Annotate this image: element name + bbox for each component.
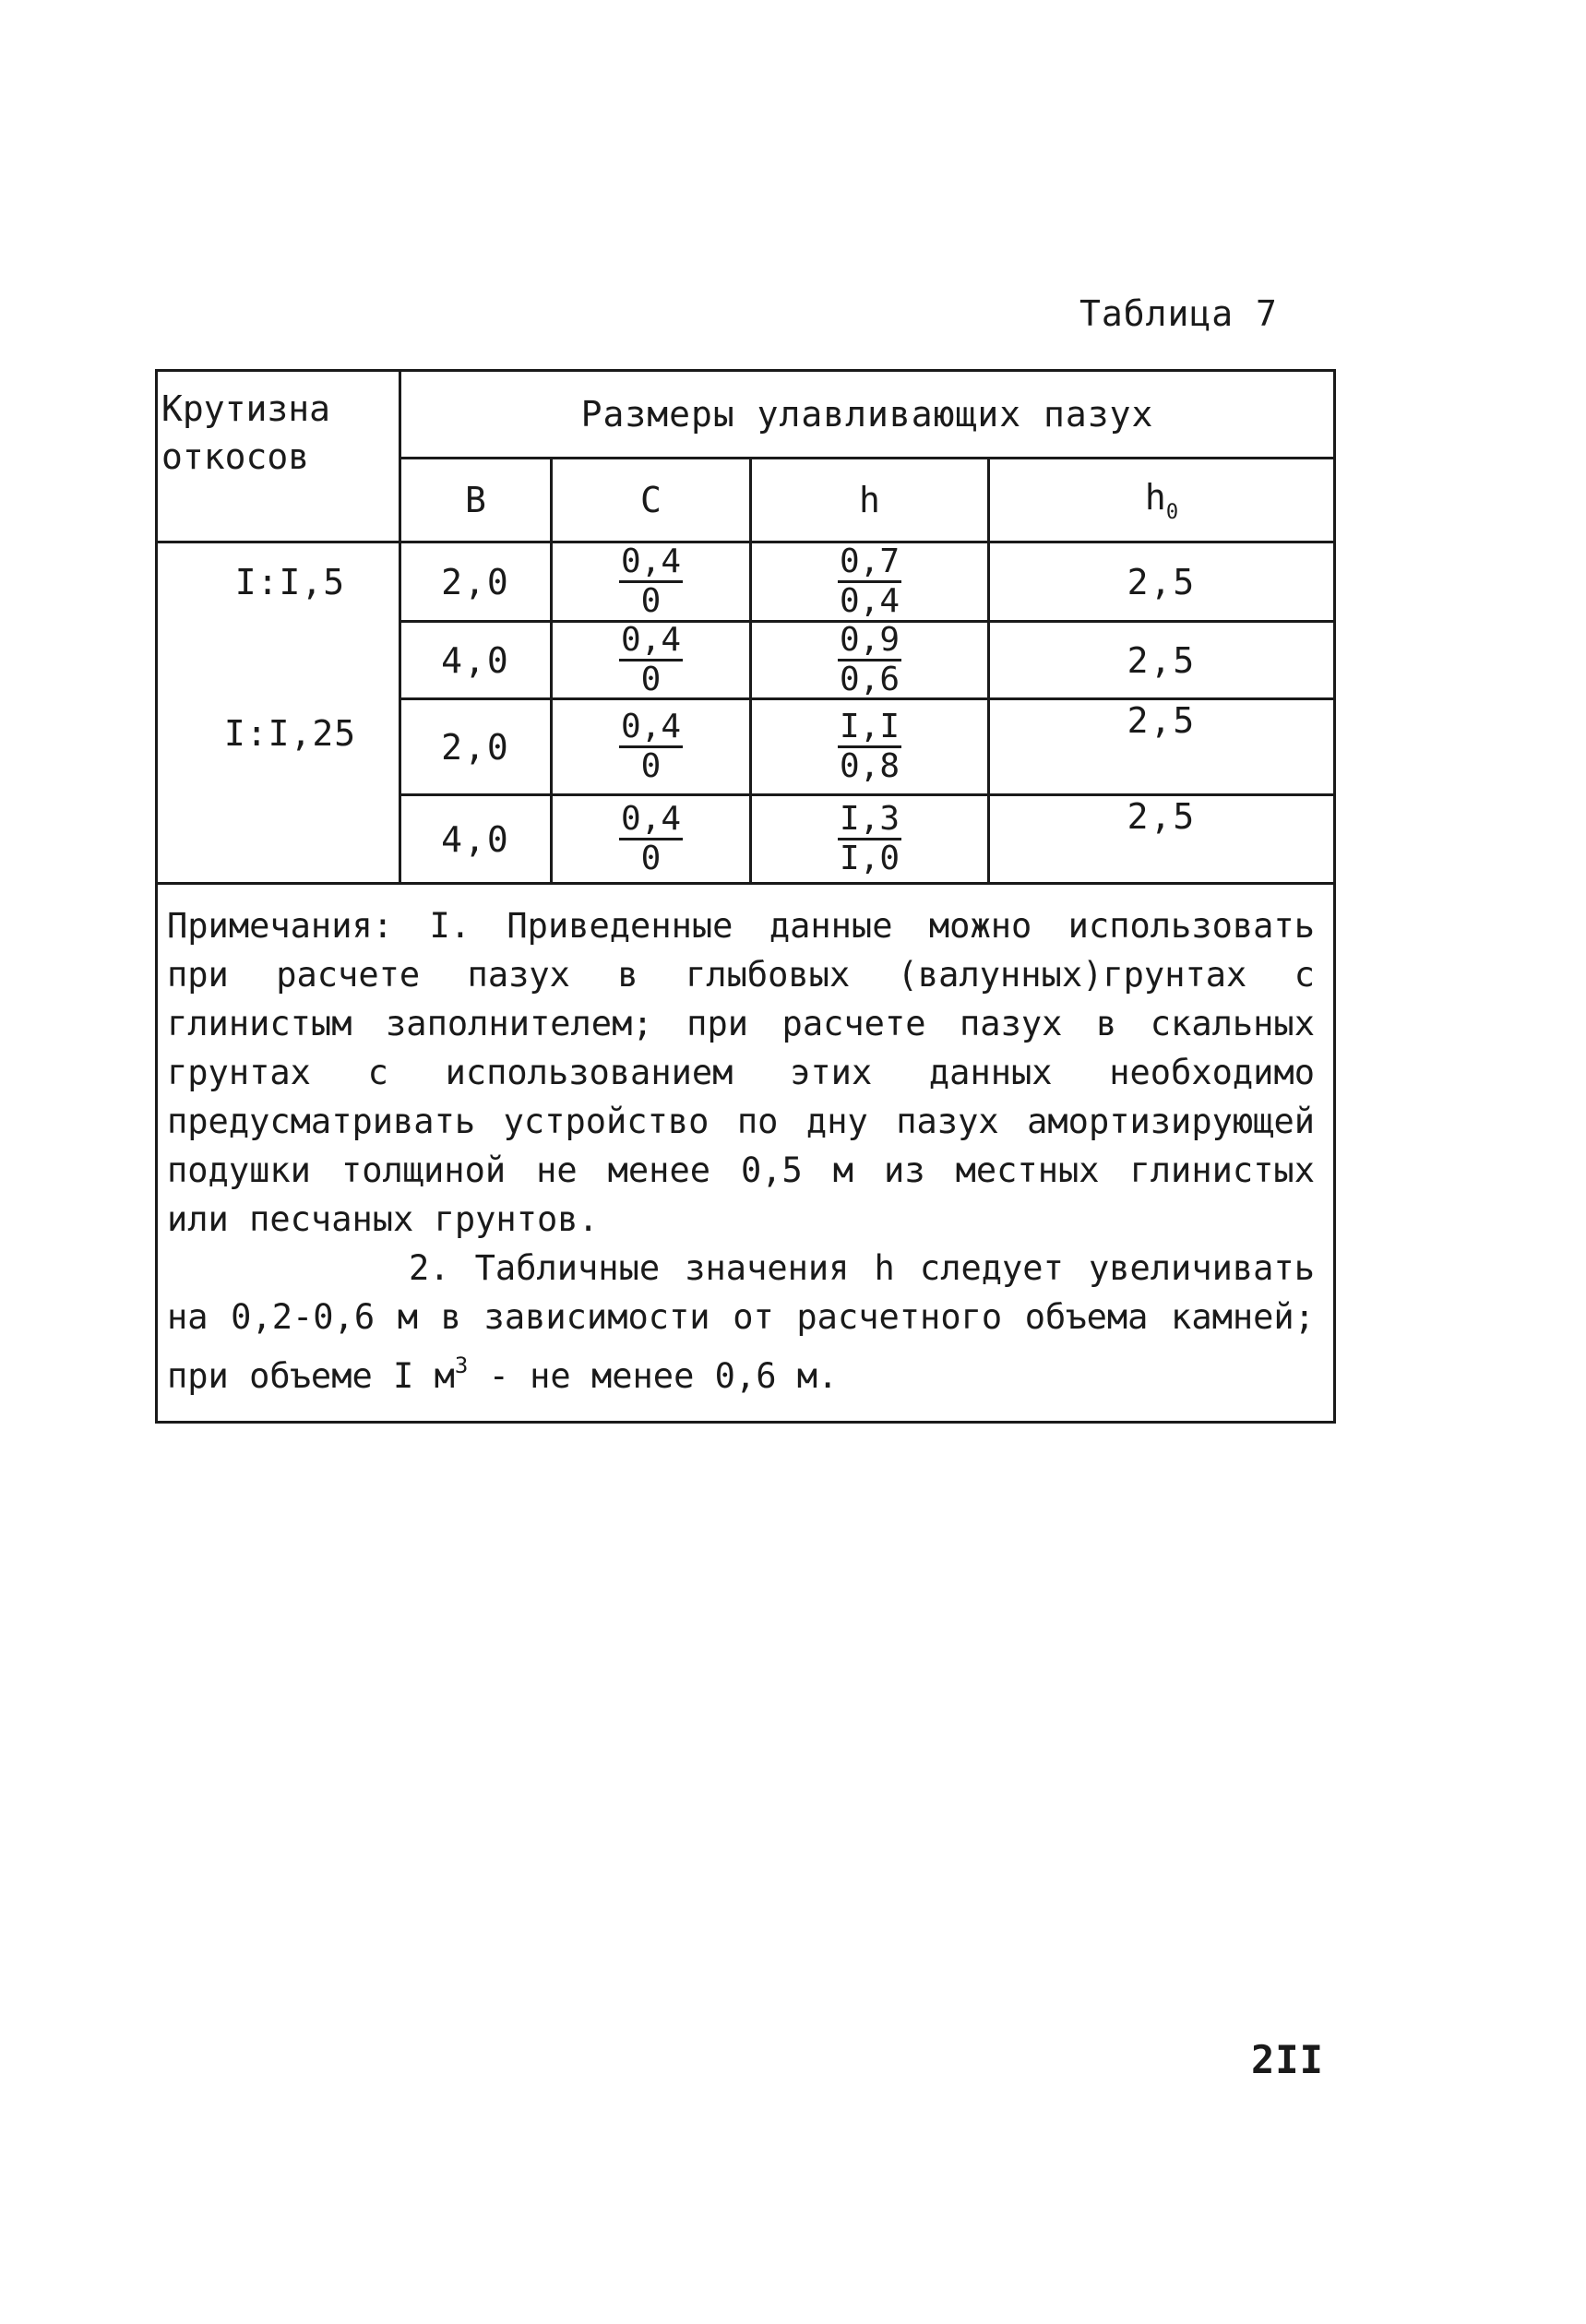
fraction-bottom: 0 [640, 840, 662, 877]
subheader-h0-main: h [1144, 476, 1166, 518]
cell-h [751, 622, 989, 699]
cell-b: 2,0 [400, 542, 552, 622]
fraction-bottom: I,0 [839, 840, 900, 877]
table-caption: Таблица 7 [1079, 293, 1278, 334]
subheader-h0-subscript: 0 [1165, 500, 1179, 524]
cell-b: 4,0 [400, 795, 552, 884]
fraction-top: I,3 [838, 803, 901, 840]
note-2-tail: - не менее 0,6 м. [468, 1356, 839, 1396]
slope-value-2: I:I,25 [223, 713, 357, 754]
cell-h [751, 699, 989, 795]
cell-b: 4,0 [400, 622, 552, 699]
cell-c [552, 622, 751, 699]
fraction-top: 0,4 [619, 624, 683, 661]
slope-column-header [157, 371, 400, 542]
fraction-top: 0,9 [838, 624, 901, 661]
cell-h0: 2,5 [989, 542, 1335, 622]
cell-h [751, 542, 989, 622]
fraction-bottom: 0 [640, 747, 662, 785]
fraction-bottom: 0 [640, 582, 662, 620]
subheader-c: С [552, 459, 751, 542]
fraction-c [619, 621, 683, 698]
cubic-superscript: 3 [454, 1353, 469, 1378]
slope-header-line-2: откосов [161, 436, 310, 477]
fraction-top: 0,7 [838, 545, 901, 583]
subheader-h: h [751, 459, 989, 542]
fraction-bottom: 0 [640, 661, 662, 698]
pocket-dimensions-table [155, 369, 1336, 1424]
fraction-top: 0,4 [619, 710, 683, 748]
note-1: Примечания: I. Приведенные данные можно использовать при расчете пазух в глыбовых (валунных)грунтах с глинистым заполнителем; при расчете пазух в скальных грунтах с использованием этих данных необходимо предусматривать устройство по дну пазух амортизирующей подушки толщиной не менее 0,5 м из местных глинистых или песчаных грунтов. [167, 906, 1315, 1239]
note-2 [167, 1244, 1315, 1400]
subheader-h0 [989, 459, 1335, 542]
cell-b: 2,0 [400, 699, 552, 795]
cell-h0: 2,5 [989, 795, 1335, 884]
subheader-b: В [400, 459, 552, 542]
fraction-bottom: 0,4 [839, 582, 900, 620]
fraction-top: 0,4 [619, 803, 683, 840]
notes-cell [157, 884, 1335, 1423]
fraction-bottom: 0,6 [839, 661, 900, 698]
cell-c [552, 542, 751, 622]
cell-c [552, 795, 751, 884]
fraction-c [619, 800, 683, 877]
table-row [157, 542, 1335, 622]
fraction-top: 0,4 [619, 545, 683, 583]
pocket-sizes-header: Размеры улавливающих пазух [400, 371, 1335, 459]
slope-header-line-1: Крутизна [161, 388, 331, 429]
fraction-c [619, 542, 683, 620]
note-2-text: 2. Табличные значения h следует увеличивать на 0,2-0,6 м в зависимости от расчетного объема камней; при объеме I м [167, 1248, 1315, 1396]
fraction-h [838, 710, 901, 783]
fraction-h [838, 621, 901, 698]
cell-h [751, 795, 989, 884]
table-header-row [157, 371, 1335, 459]
fraction-bottom: 0,8 [839, 747, 900, 785]
cell-c [552, 699, 751, 795]
notes-row [157, 884, 1335, 1423]
fraction-h [838, 542, 901, 620]
cell-h0: 2,5 [989, 622, 1335, 699]
page-number: 2II [1251, 2037, 1324, 2082]
cell-h0: 2,5 [989, 699, 1335, 795]
slope-value-1: I:I,5 [234, 562, 346, 602]
fraction-h [838, 800, 901, 877]
fraction-c [619, 710, 683, 783]
slope-values-cell [157, 542, 400, 884]
fraction-top: I,I [838, 710, 901, 748]
